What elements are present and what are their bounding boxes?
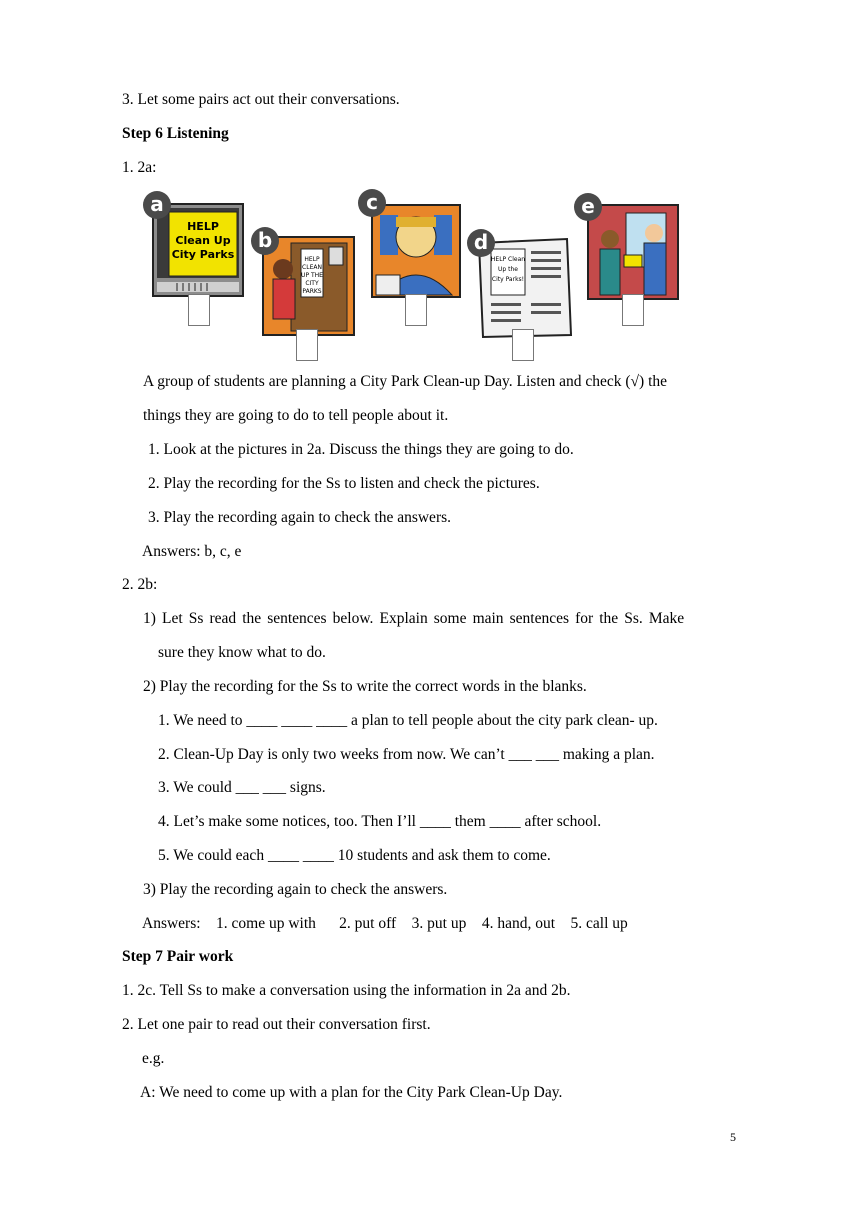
picture-c [370,195,462,299]
procedure-step: 1) Let Ss read the sentences below. Explain some main sentences for the Ss. Make [143,610,685,627]
task-description-line1: A group of students are planning a City Park Clean-up Day. Listen and check (√) the [143,373,668,390]
picture-d-letter: d [467,229,495,257]
page-number: 5 [730,1130,736,1144]
blank-sentence: 2. Clean-Up Day is only two weeks from now. We can’t ___ ___ making a plan. [158,746,655,763]
svg-text:Up the: Up the [498,266,518,273]
text-line: 3. Let some pairs act out their conversations. [122,91,400,108]
checkbox-b[interactable] [296,329,318,361]
picture-e [586,203,680,301]
procedure-step: 2) Play the recording for the Ss to write the correct words in the blanks. [143,678,587,695]
checkbox-d[interactable] [512,329,534,361]
picture-b-letter: b [251,227,279,255]
task-description-line2: things they are going to do to tell people about it. [143,407,449,424]
text-line: 1. 2c. Tell Ss to make a conversation using the information in 2a and 2b. [122,982,571,999]
item-2b-label: 2. 2b: [122,576,158,593]
svg-text:City Parks: City Parks [171,248,235,261]
svg-text:HELP: HELP [187,220,219,233]
text-line: 2. Let one pair to read out their conversation first. [122,1016,431,1033]
answers-2a: Answers: b, c, e [142,543,242,560]
answers-2b: Answers: 1. come up with 2. put off 3. put up 4. hand, out 5. call up [142,915,628,932]
blank-sentence: 5. We could each ____ ____ 10 students and ask them to come. [158,847,551,864]
step6-heading: Step 6 Listening [122,125,229,142]
checkbox-c[interactable] [405,294,427,326]
procedure-step: sure they know what to do. [158,644,326,661]
procedure-step: 3) Play the recording again to check the answers. [143,881,448,898]
blank-sentence: 3. We could ___ ___ signs. [158,779,326,796]
picture-a-letter: a [143,191,171,219]
procedure-step: 1. Look at the pictures in 2a. Discuss the things they are going to do. [148,441,574,458]
dialog-line: A: We need to come up with a plan for the City Park Clean-Up Day. [140,1084,563,1101]
blank-sentence: 4. Let’s make some notices, too. Then I’ll ____ them ____ after school. [158,813,602,830]
checkbox-a[interactable] [188,294,210,326]
svg-text:CITY: CITY [305,280,319,287]
procedure-step: 2. Play the recording for the Ss to listen and check the pictures. [148,475,540,492]
procedure-step: 3. Play the recording again to check the answers. [148,509,452,526]
example-label: e.g. [142,1050,165,1067]
blank-sentence: 1. We need to ____ ____ ____ a plan to tell people about the city park clean- up. [158,712,658,729]
step7-heading: Step 7 Pair work [122,948,234,965]
svg-text:City Parks!: City Parks! [491,276,525,283]
svg-text:HELP Clean: HELP Clean [490,256,526,263]
svg-text:PARKS: PARKS [302,288,322,295]
picture-e-letter: e [574,193,602,221]
item-2a-label: 1. 2a: [122,159,157,176]
svg-text:UP THE: UP THE [301,272,323,279]
checkbox-e[interactable] [622,294,644,326]
svg-text:HELP: HELP [304,256,320,263]
svg-text:Clean Up: Clean Up [175,234,231,247]
picture-c-letter: c [358,189,386,217]
svg-text:CLEAN: CLEAN [302,264,322,271]
